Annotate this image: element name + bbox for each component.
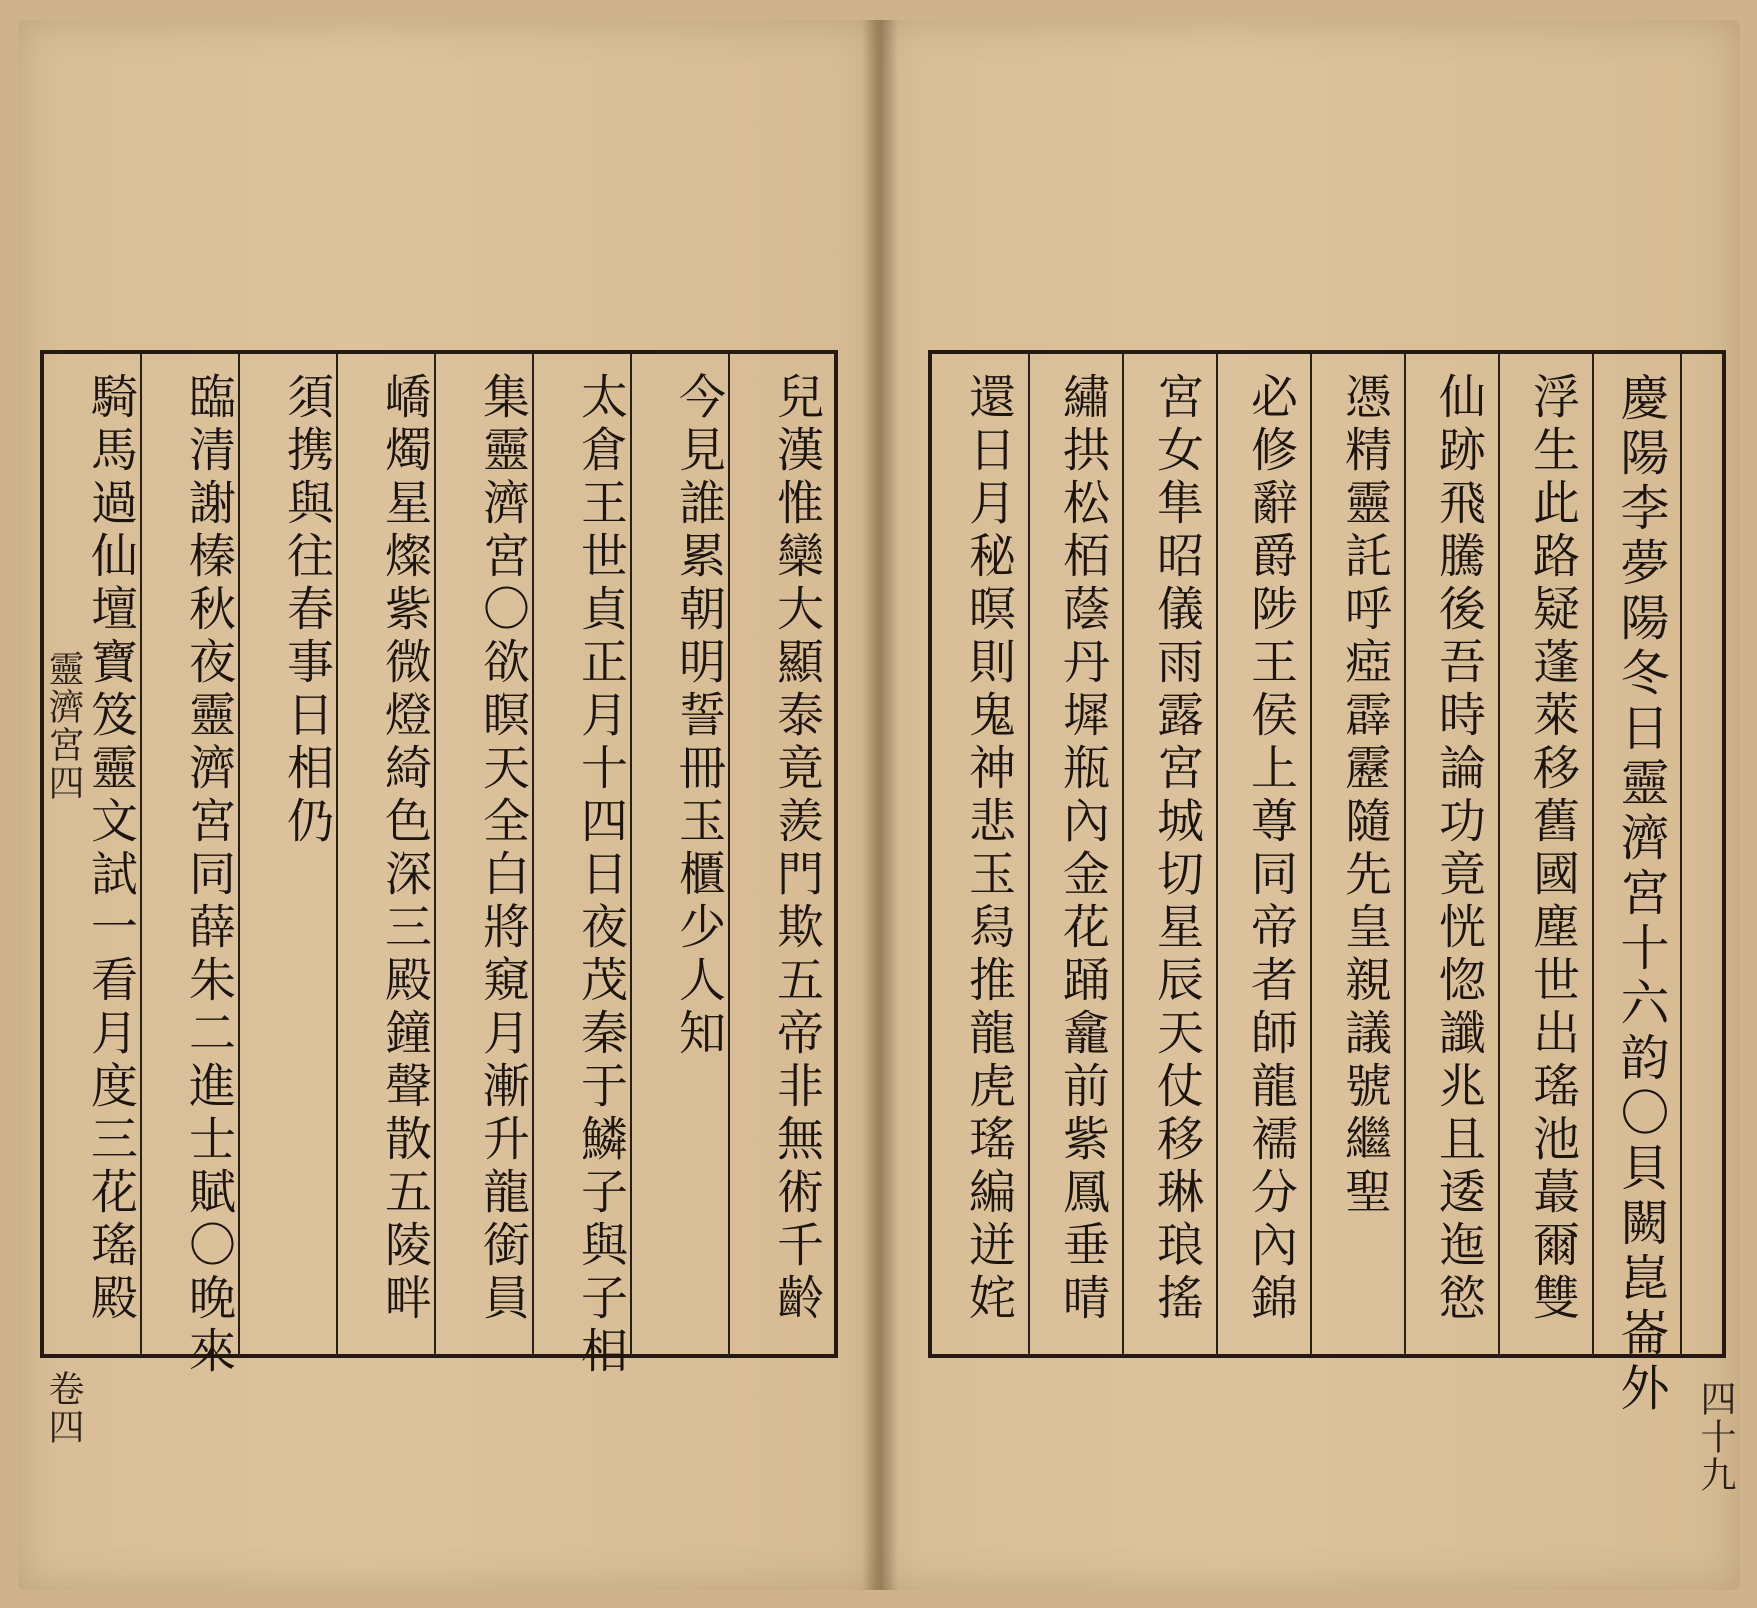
- text-column: 太倉王世貞正月十四日夜茂秦于鱗子與子相: [573, 372, 628, 1379]
- text-column: 騎馬過仙壇寶笈靈文試一看月度三花瑤殿: [83, 372, 138, 1326]
- text-column: 宮女隼昭儀雨露宮城切星辰天仗移琳琅搖: [1149, 372, 1204, 1326]
- margin-page-number: 四十九: [1695, 1380, 1736, 1494]
- text-column: 浮生此路疑蓬萊移舊國塵世出瑤池蕞爾雙: [1525, 372, 1580, 1326]
- text-column: 繡拱松栢蔭丹墀瓶內金花踊龕前紫鳳垂晴: [1055, 372, 1110, 1326]
- column-rule: [238, 354, 240, 1354]
- text-column: 集靈濟宮〇欲瞑天全白將窺月漸升龍銜員: [475, 372, 530, 1326]
- text-column: 還日月秘暝則鬼神悲玉舄推龍虎瑤編迸姹: [961, 372, 1016, 1326]
- text-column: 嶠燭星燦紫微燈綺色深三殿鐘聲散五陵畔: [377, 372, 432, 1326]
- column-rule: [1404, 354, 1406, 1354]
- text-column: 臨清謝榛秋夜靈濟宮同薛朱二進士賦〇晚來: [181, 372, 236, 1379]
- column-rule: [434, 354, 436, 1354]
- book-gutter: [862, 20, 898, 1590]
- column-rule: [1216, 354, 1218, 1354]
- text-column-title: 慶陽李夢陽冬日靈濟宮十六韵〇貝闕崑崙外: [1613, 372, 1670, 1417]
- margin-title: 靈濟宮四: [43, 650, 84, 802]
- text-column: 今見誰累朝明誓冊玉櫃少人知: [671, 372, 726, 1061]
- column-rule: [140, 354, 142, 1354]
- text-column: 須携與往春事日相仍: [279, 372, 334, 849]
- left-text-frame: [40, 350, 838, 1379]
- text-column: 仙跡飛騰後吾時論功竟恍惚讖兆且逶迤慾: [1431, 372, 1486, 1326]
- text-column: 必修辭爵陟王侯上尊同帝者師龍襦分內錦: [1243, 372, 1298, 1326]
- column-rule: [1028, 354, 1030, 1354]
- text-column: 憑精靈託呼瘂霹靂隨先皇親議號繼聖: [1337, 372, 1392, 1220]
- column-rule: [1498, 354, 1500, 1354]
- column-rule: [1680, 354, 1682, 1354]
- margin-volume: 卷四: [43, 1370, 84, 1446]
- column-rule: [728, 354, 730, 1354]
- column-rule: [532, 354, 534, 1354]
- column-rule: [630, 354, 632, 1354]
- column-rule: [336, 354, 338, 1354]
- column-rule: [1122, 354, 1124, 1354]
- right-text-frame: [928, 350, 1726, 1417]
- text-column: 兒漢惟欒大顯泰竟羨門欺五帝非無術千齡: [769, 372, 824, 1326]
- column-rule: [1592, 354, 1594, 1354]
- column-rule: [1310, 354, 1312, 1354]
